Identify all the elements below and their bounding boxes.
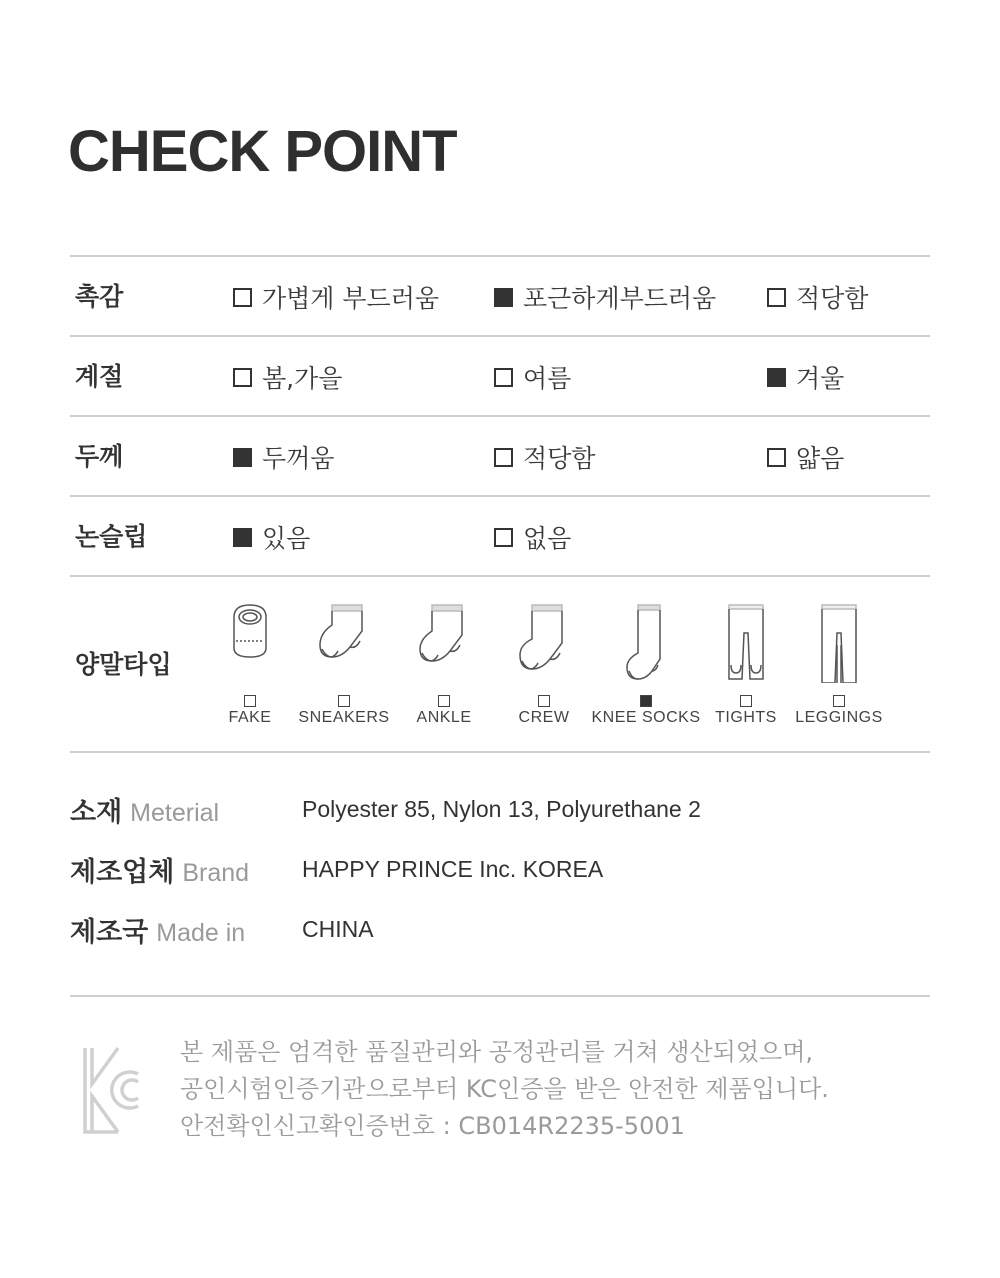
checkbox: [767, 288, 786, 307]
crew-sock-icon: [516, 603, 572, 683]
checkbox: [833, 695, 845, 707]
option-summer: 여름: [494, 337, 571, 417]
sneakers-sock-icon: [316, 603, 372, 683]
option-winter: 겨울: [767, 337, 844, 417]
sock-type-tights: TIGHTS: [691, 577, 801, 753]
sock-type-leggings: LEGGINGS: [784, 577, 894, 753]
kc-mark-icon: [82, 1046, 140, 1138]
option-medium: 적당함: [494, 417, 595, 497]
origin-value: CHINA: [302, 916, 374, 942]
option-light-soft: 가볍게 부드러움: [233, 257, 439, 337]
knee-sock-icon: [624, 603, 668, 683]
notice-line: 본 제품은 엄격한 품질관리와 공정관리를 거쳐 생산되었으며,: [180, 1038, 814, 1066]
option-thin: 얇음: [767, 417, 844, 497]
checkbox: [494, 448, 513, 467]
checkbox: [740, 695, 752, 707]
checkbox-checked: [767, 368, 786, 387]
option-spring-fall: 봄,가을: [233, 337, 342, 417]
option-moderate: 적당함: [767, 257, 868, 337]
notice-line: 공인시험인증기관으로부터 KC인증을 받은 안전한 제품입니다.: [180, 1075, 829, 1103]
row-label: 양말타입: [75, 650, 172, 679]
checkbox: [244, 695, 256, 707]
fake-sock-icon: [230, 603, 270, 683]
option-yes: 있음: [233, 497, 310, 577]
checkbox: [233, 288, 252, 307]
ankle-sock-icon: [416, 603, 472, 683]
checkbox: [494, 528, 513, 547]
checkbox: [494, 368, 513, 387]
sock-type-knee: KNEE SOCKS: [591, 577, 701, 753]
brand-value: HAPPY PRINCE Inc. KOREA: [302, 856, 604, 882]
checkpoint-table: [70, 255, 930, 753]
row-non-slip: [70, 497, 930, 577]
sock-type-fake: FAKE: [195, 577, 305, 753]
checkbox-checked: [233, 448, 252, 467]
checkbox: [438, 695, 450, 707]
row-sock-type: [70, 577, 930, 753]
tights-icon: [726, 603, 766, 683]
row-label: 계절: [75, 362, 124, 391]
sock-type-crew: CREW: [489, 577, 599, 753]
checkbox: [538, 695, 550, 707]
row-label: 논슬립: [75, 522, 148, 551]
page-title: CHECK POINT: [68, 119, 457, 184]
option-thick: 두꺼움: [233, 417, 334, 497]
checkbox: [338, 695, 350, 707]
row-label: 촉감: [75, 282, 124, 311]
row-texture: [70, 257, 930, 337]
checkbox-checked: [233, 528, 252, 547]
info-origin: 제조국 Made in CHINA: [70, 916, 374, 948]
row-thickness: [70, 417, 930, 497]
notice-certificate: 안전확인신고확인증번호 : CB014R2235-5001: [180, 1112, 685, 1140]
checkbox-checked: [494, 288, 513, 307]
option-no: 없음: [494, 497, 571, 577]
info-material: 소재 Meterial Polyester 85, Nylon 13, Polyurethane 2: [70, 796, 701, 828]
checkbox: [767, 448, 786, 467]
leggings-icon: [819, 603, 859, 683]
row-season: [70, 337, 930, 417]
material-value: Polyester 85, Nylon 13, Polyurethane 2: [302, 796, 701, 822]
checkbox: [233, 368, 252, 387]
divider: [70, 995, 930, 997]
row-label: 두께: [75, 442, 124, 471]
sock-type-ankle: ANKLE: [389, 577, 499, 753]
kc-notice: [180, 1034, 829, 1145]
info-brand: 제조업체 Brand HAPPY PRINCE Inc. KOREA: [70, 856, 604, 888]
checkbox-checked: [640, 695, 652, 707]
product-info: [70, 790, 930, 970]
sock-type-sneakers: SNEAKERS: [289, 577, 399, 753]
option-cozy-soft: 포근하게부드러움: [494, 257, 716, 337]
